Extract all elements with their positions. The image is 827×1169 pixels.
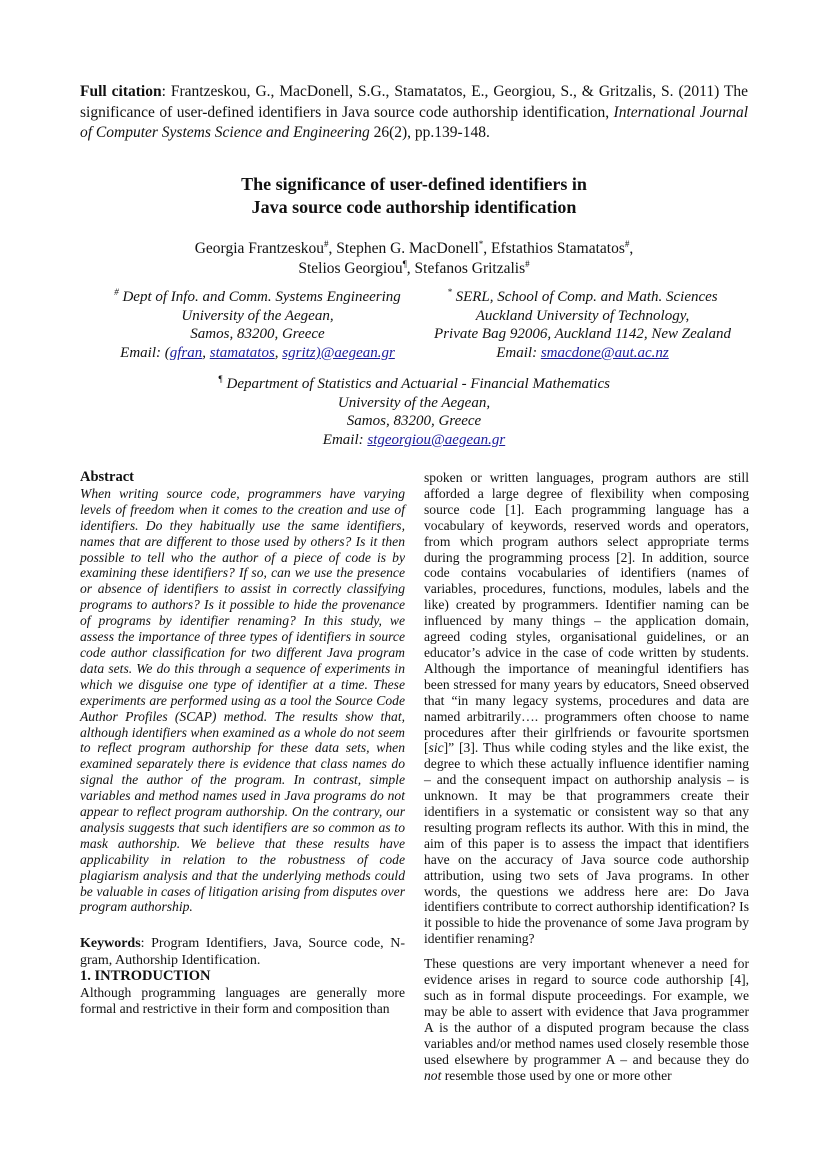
affil-mark: * xyxy=(447,287,452,297)
author-mark: # xyxy=(324,238,329,249)
author-georgiou: Stelios Georgiou xyxy=(298,260,403,277)
author-mark: ¶ xyxy=(402,258,407,269)
full-citation xyxy=(80,82,748,144)
author-list: Georgia Frantzeskou#, Stephen G. MacDonell*, Efstathios Stamatatos#, Stelios Georgiou¶, Stefanos Gritzalis# xyxy=(194,238,634,277)
paper-title xyxy=(80,173,748,219)
abstract-text: When writing source code, programmers have varying levels of freedom when it comes to the creation and use of identifiers. Do they habitually use the same identifiers, names that are different to those used by others? Is it then possible to tell who the author of a piece of code is by examining these identifiers? If so, can we use the presence or absence of identifiers to assist in correctly classifying programs to authors? Is it possible to hide the provenance of programs by identifier renaming? In this study, we assess the importance of three types of identifiers in source code author classification for two different Java program data sets. We do this through a sequence of experiments in which we disguise one type of identifier at a time. These experiments are performed using as a tool the Source Code Author Profiles (SCAP) method. The results show that, although identifiers when examined as a whole do not seem to reflect program authorship for these data sets, when examined separately there is evidence that class names do signal the author of the program. In contrast, simple variables and method names used in Java programs do not appear to reflect program authorship. On the contrary, our analysis suggests that such identifiers are so common as to mask authorship. We believe that these results have applicability in relation to the robustness of code plagiarism analysis and that the underlying methods could be valuable in cases of litigation arising from disputes over program authorship. xyxy=(80,485,405,915)
citation-separator: : xyxy=(161,83,171,100)
author-mark: # xyxy=(624,238,630,249)
keywords xyxy=(80,935,405,969)
affiliation-aegean: # Dept of Info. and Comm. Systems Engineering University of the Aegean, Samos, 83200, Greece Email: (gfran, stamatatos, sgritz)@aegean.gr xyxy=(95,288,420,362)
email-label: Email: xyxy=(322,431,368,448)
left-column xyxy=(80,470,405,1017)
author-frantzeskou: Georgia Frantzeskou xyxy=(194,240,325,257)
affil-address: Private Bag 92006, Auckland 1142, New Zealand xyxy=(434,326,731,342)
affil-dept: SERL, School of Comp. and Math. Sciences xyxy=(451,289,718,305)
affil-univ: University of the Aegean, xyxy=(181,307,334,324)
email-label: Email: xyxy=(120,344,165,361)
affil-address: Samos, 83200, Greece xyxy=(346,413,482,429)
introduction-heading: 1. INTRODUCTION xyxy=(80,968,211,985)
author-gritzalis: Stefanos Gritzalis xyxy=(414,260,526,277)
author-mark: # xyxy=(525,258,530,269)
citation-journal: International Journal of Computer Systems Science and Engineering xyxy=(80,103,748,141)
affil-mark: ¶ xyxy=(218,374,223,384)
author-macdonell: Stephen G. MacDonell xyxy=(336,240,479,257)
author-stamatatos: Efstathios Stamatatos xyxy=(491,240,625,257)
email-label: Email: xyxy=(496,344,541,361)
citation-tail: 26(2), pp.139-148. xyxy=(369,124,490,141)
paragraph: These questions are very important whenever a need for evidence arises in regard to source code authorship [4], such as in formal dispute proceedings. For example, we may be able to assert with evidence that Java programmer A is the author of a disputed program because the class variables and/or method names used closely resemble those used elsewhere by programmer A – and because they do not resemble those used by one or more other xyxy=(424,956,749,1083)
title-line-2: Java source code authorship identification xyxy=(251,197,577,217)
email-link-gfran[interactable]: gfran xyxy=(169,344,203,361)
citation-label: Full citation xyxy=(80,83,162,100)
keywords-text: : Program Identifiers, Java, Source code, N-gram, Authorship Identification. xyxy=(80,936,405,969)
title-line-1: The significance of user-defined identifiers in xyxy=(241,174,587,194)
paragraph: spoken or written languages, program authors are still afforded a large degree of flexibility when composing source code [1]. Each programming language has a vocabulary of keywords, reserved words and operators, from which program authors select appropriate terms during the programming process [2]. In addition, source code contains vocabularies of identifiers (names of variables, procedures, functions, modules, labels and the like) created by programmers. Identifier naming can be influenced by many things – the application domain, agreed coding styles, organisational guidelines, or an educator’s advice in the case of code written by students. Although the importance of meaningful identifiers has been stressed for many years by educators, Sneed observed that “in many legacy systems, procedures and data are named arbitrarily…. programmers often choose to name procedures after their girlfriends or favourite sportsmen [sic]” [3]. Thus while coding styles and the like exist, the degree to which these actually influence identifier naming – and the consequent impact on authorship analysis – is unknown. It may be that programmers create their identifiers in a systematic or consistent way so that any resulting program reflects its author. With this in mind, the aim of this paper is to assess the impact that identifiers have on the accuracy of Java source code authorship attribution, using two sets of Java programs. In other words, the questions we address here are: Do Java identifiers contribute to correct authorship identification? Is it possible to hide the provenance of some Java program by identifier renaming? xyxy=(424,470,749,947)
affil-dept: Dept of Info. and Comm. Systems Engineering xyxy=(118,289,401,305)
keywords-label: Keywords xyxy=(80,936,141,952)
email-link-stgeorgiou[interactable]: stgeorgiou@aegean.gr xyxy=(367,431,506,448)
citation-text: Frantzeskou, G., MacDonell, S.G., Stamatatos, E., Georgiou, S., & Gritzalis, S. (2011) The significance of user-defined identifiers in Java source code authorship identification, xyxy=(80,83,749,121)
affil-dept: Department of Statistics and Actuarial - Financial Mathematics xyxy=(222,376,610,392)
email-link-sgritz[interactable]: sgritz)@aegean.gr xyxy=(282,344,395,361)
affiliation-serl xyxy=(420,288,745,362)
email-link-smacdone[interactable]: smacdone@aut.ac.nz xyxy=(540,344,669,361)
right-column xyxy=(424,470,749,1083)
affil-univ: University of the Aegean, xyxy=(337,394,491,411)
affil-univ: Auckland University of Technology, xyxy=(475,307,690,324)
affil-mark: # xyxy=(114,287,119,297)
affil-address: Samos, 83200, Greece xyxy=(190,326,325,342)
abstract-heading: Abstract xyxy=(80,469,134,485)
author-mark: * xyxy=(478,238,484,249)
introduction-text: Although programming languages are generally more formal and restrictive in their form and composition than xyxy=(80,985,405,1017)
email-link-stamatatos[interactable]: stamatatos xyxy=(209,344,275,361)
affiliation-statistics xyxy=(180,375,648,449)
